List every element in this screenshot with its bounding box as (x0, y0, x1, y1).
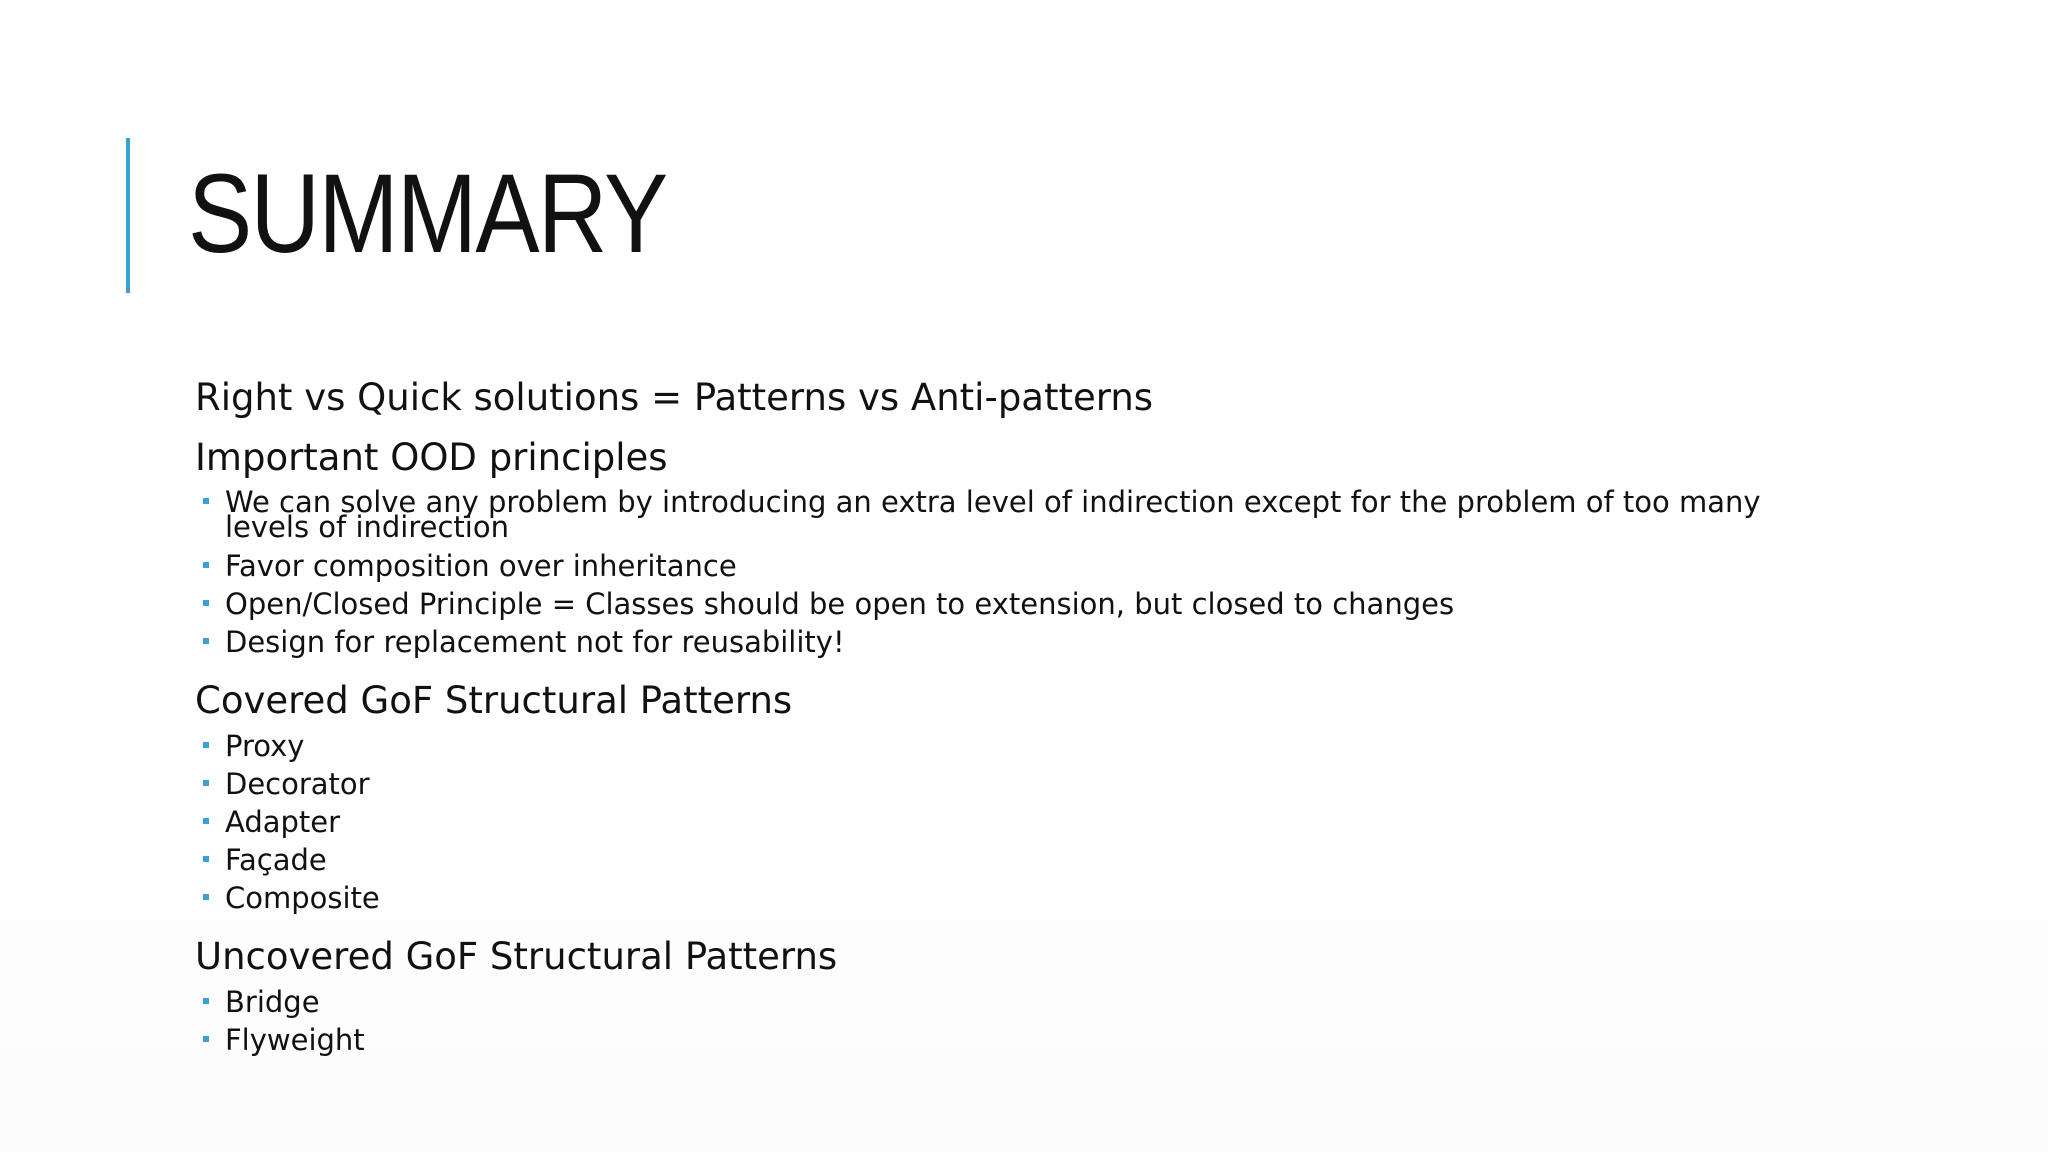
list-item (195, 983, 1795, 1021)
bullet-square-icon (203, 638, 209, 644)
list-item-text: Open/Closed Principle = Classes should be open to extension, but closed to changes (225, 587, 1455, 621)
list-item-text: Composite (225, 881, 380, 915)
slide-title: SUMMARY (188, 151, 667, 276)
list-item-text: Flyweight (225, 1023, 365, 1057)
title-accent-bar (126, 138, 130, 293)
slide-content (195, 372, 1795, 1059)
list-item (195, 803, 1795, 841)
bullet-square-icon (203, 894, 209, 900)
list-item (195, 879, 1795, 917)
list-item-text: Design for replacement not for reusability! (225, 625, 845, 659)
bullet-square-icon (203, 742, 209, 748)
bullet-square-icon (203, 1036, 209, 1042)
section-heading-covered-patterns: Covered GoF Structural Patterns (195, 679, 793, 722)
list-item (195, 585, 1795, 623)
list-item-text: Favor composition over inheritance (225, 549, 737, 583)
list-item (195, 547, 1795, 585)
list-item (195, 484, 1795, 547)
list-item-text: Decorator (225, 767, 370, 801)
list-item-text: We can solve any problem by introducing an extra level of indirection except for the problem of too many levels of indirection (225, 485, 1761, 544)
list-item (195, 841, 1795, 879)
bullet-square-icon (203, 856, 209, 862)
bullet-square-icon (203, 780, 209, 786)
list-item (195, 727, 1795, 765)
bullet-square-icon (203, 498, 209, 504)
section-heading-patterns: Right vs Quick solutions = Patterns vs Anti-patterns (195, 376, 1154, 419)
bullet-square-icon (203, 998, 209, 1004)
list-item (195, 623, 1795, 661)
list-item-text: Bridge (225, 985, 320, 1019)
uncovered-patterns-list (195, 983, 1795, 1059)
list-item-text: Proxy (225, 729, 305, 763)
list-item (195, 765, 1795, 803)
list-item-text: Façade (225, 843, 327, 877)
section-heading-uncovered-patterns: Uncovered GoF Structural Patterns (195, 935, 838, 978)
bullet-square-icon (203, 562, 209, 568)
bullet-square-icon (203, 818, 209, 824)
list-item-text: Adapter (225, 805, 341, 839)
list-item (195, 1021, 1795, 1059)
bullet-square-icon (203, 600, 209, 606)
covered-patterns-list (195, 727, 1795, 917)
ood-principles-list (195, 484, 1795, 661)
section-heading-ood-principles: Important OOD principles (195, 436, 668, 479)
